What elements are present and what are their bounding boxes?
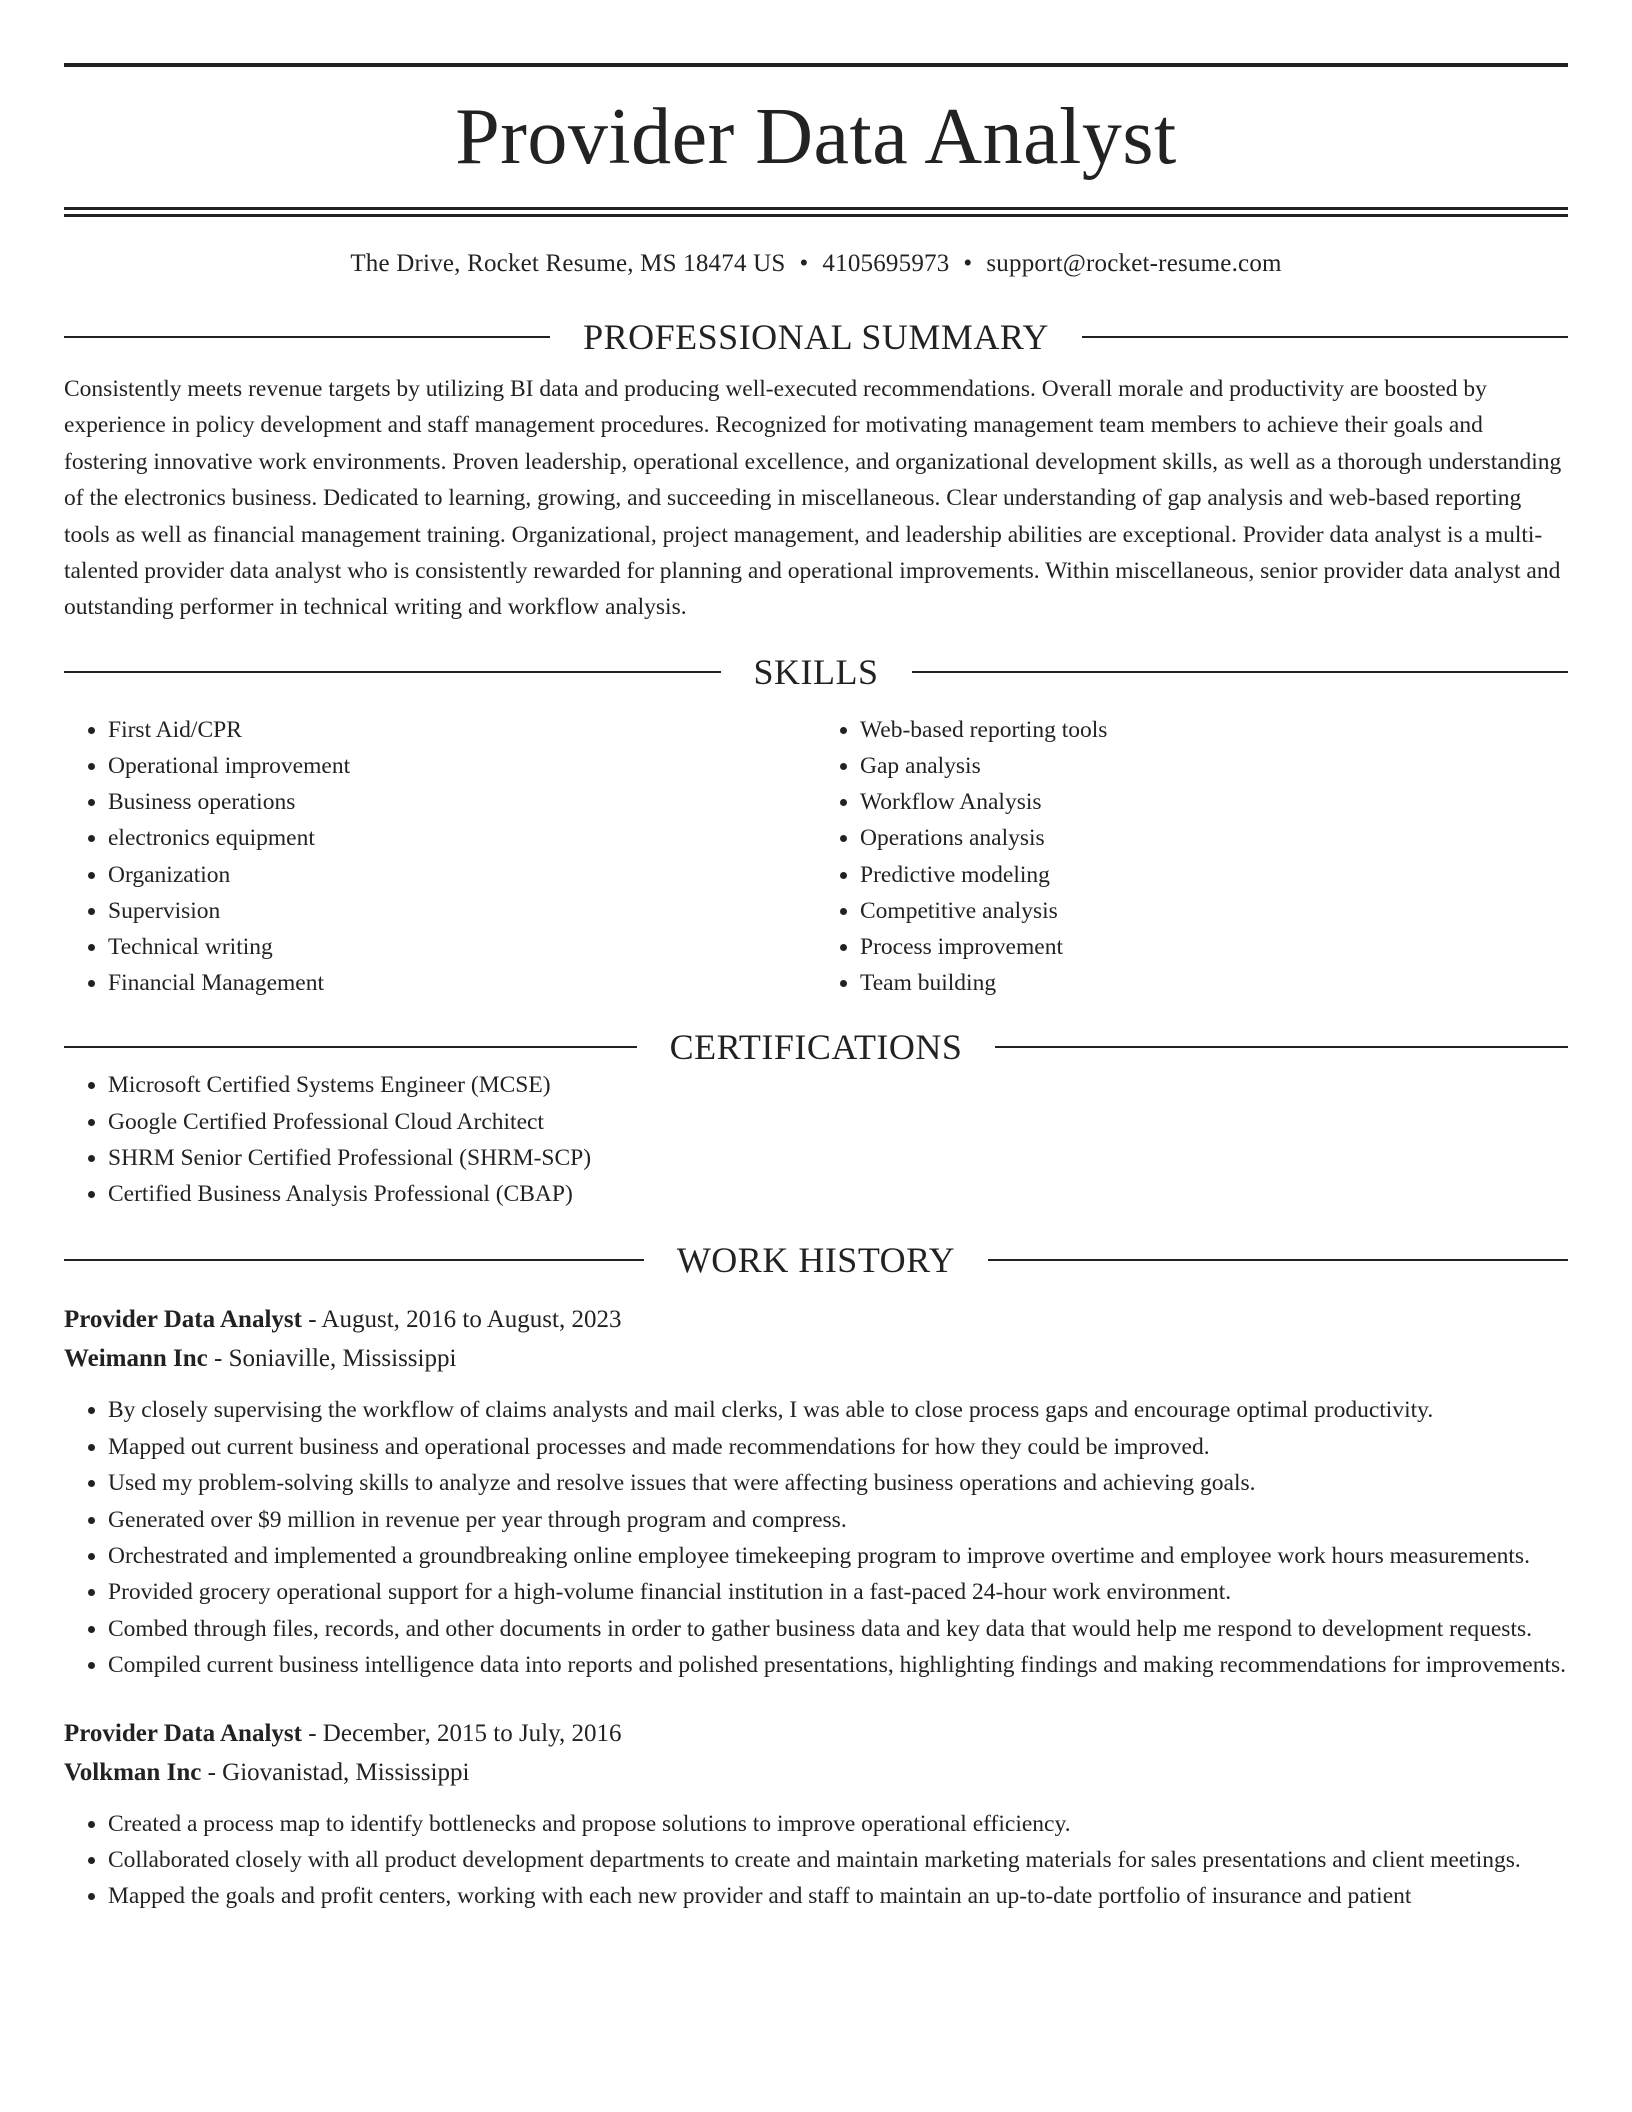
certification-item: • Google Certified Professional Cloud Architect — [108, 1104, 1568, 1140]
job-bullet: • Collaborated closely with all product development departments to create and maintain marketing materials for sales presentations and client meetings. — [108, 1842, 1568, 1878]
job-company-line — [64, 1753, 1568, 1792]
job-bullet: • Combed through files, records, and other documents in order to gather business data and key data that would help me respond to development requests. — [108, 1611, 1568, 1647]
certifications-list — [64, 1067, 1568, 1212]
contact-address: The Drive, Rocket Resume, MS 18474 US — [350, 250, 786, 277]
section-header-certifications — [64, 1027, 1568, 1067]
job-dates: - August, 2016 to August, 2023 — [301, 1306, 622, 1334]
resume-name: Provider Data Analyst — [455, 93, 1177, 181]
job-title: Provider Data Analyst — [64, 1719, 302, 1747]
section-title-certifications: CERTIFICATIONS — [669, 1027, 963, 1068]
job-location: - Giovanistad, Mississippi — [201, 1758, 470, 1786]
section-title-skills: SKILLS — [753, 651, 879, 692]
section-header-skills — [64, 652, 1568, 692]
contact-line — [64, 249, 1568, 279]
job-bullet: • Mapped the goals and profit centers, working with each new provider and staff to maintain an up-to-date portfolio of insurance and patient — [108, 1878, 1568, 1914]
skill-item: • Operations analysis — [860, 820, 1568, 856]
header-double-rule — [64, 207, 1568, 217]
certification-item: • Certified Business Analysis Professional (CBAP) — [108, 1176, 1568, 1212]
job-bullet: • Provided grocery operational support for a high-volume financial institution in a fast-paced 24-hour work environment. — [108, 1574, 1568, 1610]
section-rule-left — [64, 671, 721, 673]
section-rule-left — [64, 1046, 637, 1048]
skill-item: • electronics equipment — [108, 820, 816, 856]
section-rule-left — [64, 336, 550, 338]
job-bullets — [64, 1806, 1568, 1915]
skills-list-left — [64, 712, 816, 1002]
skill-item: • Workflow Analysis — [860, 784, 1568, 820]
skill-item: • Operational improvement — [108, 748, 816, 784]
skills-columns — [64, 712, 1568, 1002]
job-bullet: • Compiled current business intelligence data into reports and polished presentations, highlighting findings and making recommendations for improvements. — [108, 1647, 1568, 1683]
job-bullets — [64, 1392, 1568, 1683]
skill-item: • Business operations — [108, 784, 816, 820]
skill-item: • Process improvement — [860, 929, 1568, 965]
summary-text: Consistently meets revenue targets by utilizing BI data and producing well-executed recommendations. Overall morale and productivity are boosted by experience in policy development and staff management procedures. Recognized for motivating management team members to achieve their goals and fostering innovative work environments. Proven leadership, operational excellence, and organizational development skills, as well as a thorough understanding of the electronics business. Dedicated to learning, growing, and succeeding in miscellaneous. Clear understanding of gap analysis and web-based reporting tools as well as financial management training. Organizational, project management, and leadership abilities are exceptional. Provider data analyst is a multi-talented provider data analyst who is consistently rewarded for planning and operational improvements. Within miscellaneous, senior provider data analyst and outstanding performer in technical writing and workflow analysis. — [64, 376, 1562, 621]
header-top-rule — [64, 63, 1568, 67]
skills-list-right — [816, 712, 1568, 1002]
section-rule-right — [912, 671, 1569, 673]
contact-separator: • — [963, 250, 973, 277]
section-header-work-history — [64, 1240, 1568, 1280]
job-company-line — [64, 1339, 1568, 1378]
contact-email: support@rocket-resume.com — [986, 250, 1282, 277]
contact-phone: 4105695973 — [822, 250, 950, 277]
section-title-summary: PROFESSIONAL SUMMARY — [583, 317, 1049, 357]
job-title: Provider Data Analyst — [64, 1306, 302, 1334]
skill-item: • Gap analysis — [860, 748, 1568, 784]
section-title-work-history: WORK HISTORY — [676, 1240, 956, 1281]
job-dates: - December, 2015 to July, 2016 — [301, 1719, 622, 1747]
job-bullet: • Created a process map to identify bottlenecks and propose solutions to improve operational efficiency. — [108, 1806, 1568, 1842]
job-location: - Soniaville, Mississippi — [207, 1345, 457, 1373]
job-bullet: • Generated over $9 million in revenue per year through program and compress. — [108, 1502, 1568, 1538]
job-title-line — [64, 1714, 1568, 1753]
section-rule-right — [988, 1259, 1568, 1261]
job-bullet: • Used my problem-solving skills to analyze and resolve issues that were affecting business operations and achieving goals. — [108, 1465, 1568, 1501]
skill-item: • First Aid/CPR — [108, 712, 816, 748]
skill-item: • Supervision — [108, 893, 816, 929]
skill-item: • Web-based reporting tools — [860, 712, 1568, 748]
skill-item: • Competitive analysis — [860, 893, 1568, 929]
skill-item: • Financial Management — [108, 965, 816, 1001]
contact-separator: • — [799, 250, 809, 277]
section-rule-left — [64, 1259, 644, 1261]
skill-item: • Organization — [108, 857, 816, 893]
job-entry — [64, 1714, 1568, 1915]
section-rule-right — [995, 1046, 1568, 1048]
job-bullet: • Mapped out current business and operational processes and made recommendations for how they could be improved. — [108, 1429, 1568, 1465]
skill-item: • Predictive modeling — [860, 857, 1568, 893]
certification-item: • SHRM Senior Certified Professional (SHRM-SCP) — [108, 1140, 1568, 1176]
section-rule-right — [1082, 336, 1568, 338]
skill-item: • Team building — [860, 965, 1568, 1001]
job-entry — [64, 1300, 1568, 1683]
certification-item: • Microsoft Certified Systems Engineer (MCSE) — [108, 1067, 1568, 1103]
skill-item: • Technical writing — [108, 929, 816, 965]
section-header-summary — [64, 317, 1568, 357]
job-bullet: • Orchestrated and implemented a groundbreaking online employee timekeeping program to improve overtime and employee work hours measurements. — [108, 1538, 1568, 1574]
job-bullet: • By closely supervising the workflow of claims analysts and mail clerks, I was able to close process gaps and encourage optimal productivity. — [108, 1392, 1568, 1428]
job-company: Volkman Inc — [64, 1758, 202, 1786]
job-company: Weimann Inc — [64, 1345, 208, 1373]
job-title-line — [64, 1300, 1568, 1339]
